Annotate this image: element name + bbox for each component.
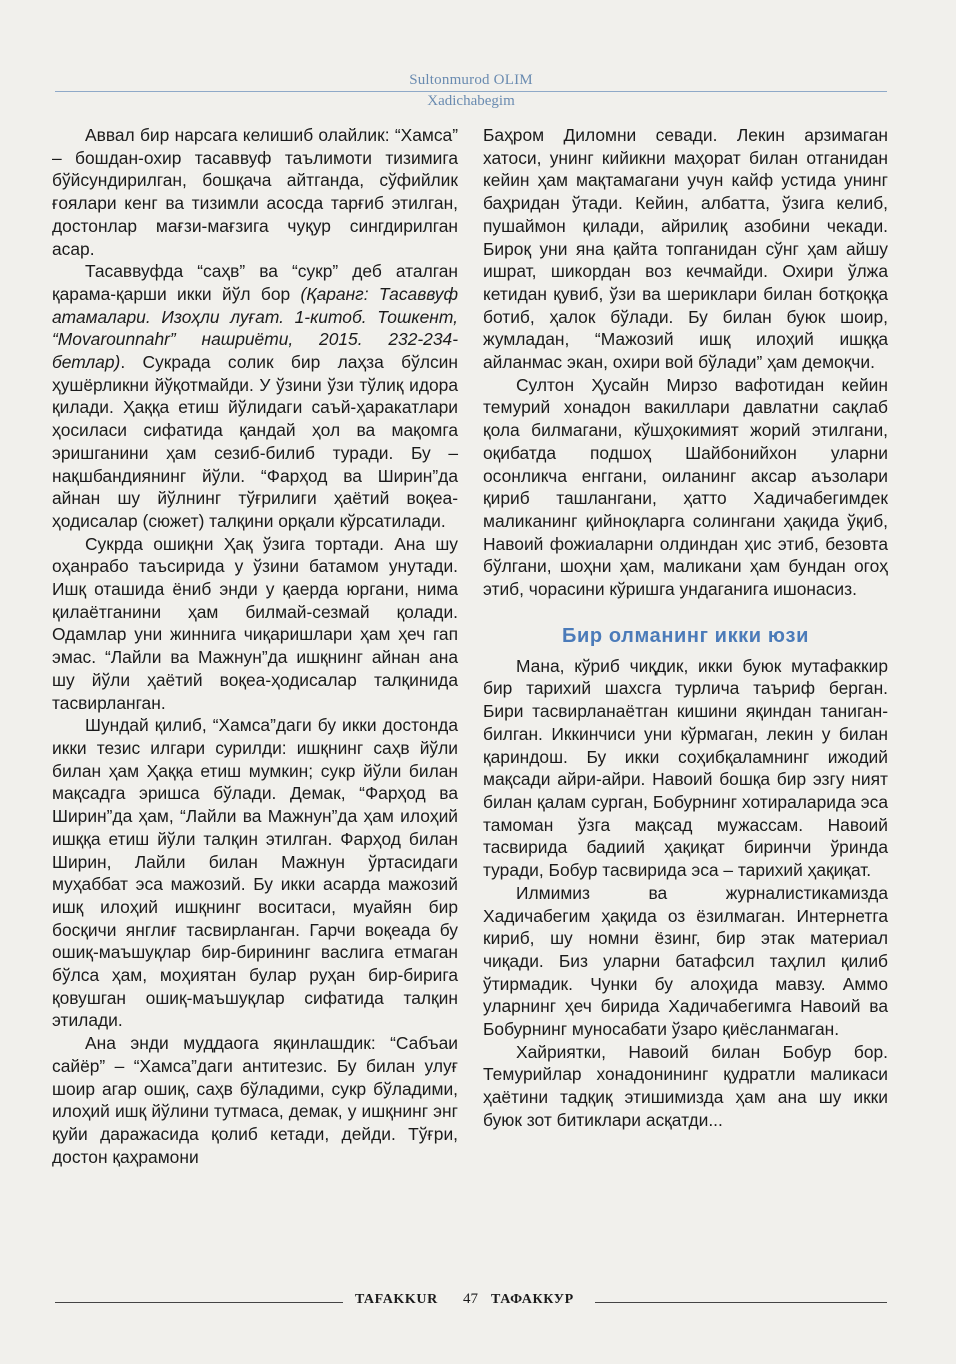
paragraph: Баҳром Диломни севади. Лекин арзимаган хатоси, унинг кийикни маҳорат билан отганидан кейин ҳам мақтамагани учун кайф устида унинг баҳридан ўтади. Кейин, албатта, ўзига келиб, пушаймон қилади, айрилиқ азобини чекади. Бироқ уни яна қайта топганидан сўнг ҳам айшу ишрат, шикордан воз кечмайди. Охири ўлжа кетидан қувиб, ўзи ва шериклари билан ботқоққа ботиб, ҳалок бўлади. Бу билан буюк шоир, жумладан, “Мажозий ишқ илоҳий ишққа айланмас экан, охири вой бўлади” ҳам демоқчи.	[483, 125, 888, 373]
page-footer	[55, 1290, 887, 1314]
paragraph: Мана, кўриб чиқдик, икки буюк мутафаккир бир тарихий шахсга турлича таъриф берган. Бири тасвирланаётган кишини яқиндан таниган-билган. Иккинчиси уни кўрмаган, лекин у билан қариндош. Бу икки соҳибқаламнинг ижодий мақсади айри-айри. Навоий бошқа бир эзгу ният билан қалам сурган, Бобурнинг хотираларида эса тамоман ўзга мақсад мужассам. Навоий тасвирида бадиий ҳақиқат биринчи ўринда туради, Бобур тасвирида эса – тарихий ҳақиқат.	[483, 655, 888, 881]
paragraph: Ана энди муддаога яқинлашдик: “Сабъаи сайёр” – “Хамса”даги антитезис. Бу билан улуғ шоир агар ошиқ, саҳв бўладими, сукр бўладими, илоҳий ишқ йўлини тутмаса, демак, у ишқнинг энг қуйи даражасида қолиб кетади, дейди. Тўғри, достон қаҳрамони	[52, 1033, 458, 1167]
page-number: 47	[463, 1291, 478, 1307]
left-column	[52, 124, 458, 1168]
magazine-name-latin: TAFAKKUR	[355, 1292, 438, 1307]
header-author: Sultonmurod OLIM	[409, 72, 533, 88]
paragraph: Илмимиз ва журналистикамизда Хадичабегим ҳақида оз ёзилмаган. Интернетга кириб, шу номни ёзинг, бир этак материал чиқади. Биз уларни батафсил таҳлил қилиб ўтирмадик. Чунки бу алоҳида мавзу. Аммо уларнинг ҳеч бирида Хадичабегимга Навоий ва Бобурнинг муносабати ўзаро қиёсланмаган.	[483, 882, 888, 1040]
paragraph: Хайриятки, Навоий билан Бобур бор. Темурийлар хонадонининг қудратли маликаси ҳаётини тадқиқ этишимизда ҳам ана шу икки буюк зот битиклари асқатди...	[483, 1041, 888, 1130]
paragraph: Сукрда ошиқни Ҳақ ўзига тортади. Ана шу оҳанрабо таъсирида у ўзини батамом унутади. Ишқ оташида ёниб энди у қаерда юргани, нима қилаётганини ҳам билмай-сезмай қолади. Одамлар уни жиннига чиқаришлари ҳам ҳеч гап эмас. “Лайли ва Мажнун”да ишқнинг айнан ана шу йўли ҳаётий воқеа-ҳодисалар талқинида тасвирланган.	[52, 533, 458, 713]
magazine-name-cyrillic: ТАФАККУР	[491, 1292, 574, 1307]
right-column	[483, 124, 888, 1132]
footer-rule-right	[595, 1302, 887, 1303]
paragraph-text: Тасаввуфда “саҳв” ва “сукр” деб аталган қарама-қарши икки йўл бор	[52, 261, 458, 304]
running-header	[55, 72, 887, 112]
paragraph: Аввал бир нарсага келишиб олайлик: “Хамса” – бошдан-охир тасаввуф таълимоти тизимига бўйсундирилган, бошқача айтганда, сўфийлик ғоялари кенг ва тизимли асосда тарғиб этилган, достонлар мағзи-мағзига чуқур сингдирилган асар.	[52, 125, 458, 259]
header-title: Xadichabegim	[427, 93, 515, 109]
paragraph: Султон Ҳусайн Мирзо вафотидан кейин темурий хонадон вакиллари давлатни сақлаб қола билмагани, кўшҳокимият жорий этилгани, оқибатда подшоҳ Шайбонийхон уларни осонликча енггани, оиланинг аксар аъзолари қириб ташлангани, ҳатто Хадичабегимдек маликанинг қийноқларга солингани ҳақида ўқиб, Навоий фожиаларни олдиндан ҳис этиб, безовта бўлгани, шоҳни ҳам, маликани ҳам бундан огоҳ этиб, чорасини кўришга ундаганига ишонасиз.	[483, 374, 888, 600]
paragraph: Шундай қилиб, “Хамса”даги бу икки достонда икки тезис илгари сурилди: ишқнинг саҳв йўли билан ҳам Ҳаққа етиш мумкин; сукр йўли билан мақсадга эришса бўлади. Демак, “Фарҳод ва Ширин”да ҳам, “Лайли ва Мажнун”да ҳам илоҳий ишққа етиш йўли талқин этилган. Фарҳод билан Ширин, Лайли билан Мажнун ўртасидаги муҳаббат эса мажозий. Бу икки асарда мажозий ишқ илоҳий ишқнинг воситаси, муайян бир босқичи янглиғ тасвирланган. Гарчи воқеада бу ошиқ-маъшуқлар бир-бирининг васлига етмаган бўлса ҳам, моҳиятан булар руҳан бир-бирига қовушган ошиқ-маъшуқлар сифатида талқин этилади.	[52, 715, 458, 1031]
section-title: Бир олманинг икки юзи	[562, 624, 809, 647]
paragraph	[52, 260, 458, 532]
citation: (Қаранг: Тасаввуф атамалари. Изоҳли луғат. 1-китоб. Тошкент, “Movarounnahr” нашриёти, 2015. 232-234-бетлар)	[52, 283, 459, 373]
header-rule	[55, 91, 887, 92]
footer-rule-left	[55, 1302, 343, 1303]
paragraph-text: . Сукрада солик бир лаҳза бўлсин ҳушёрликни йўқотмайди. У ўзини ўзи тўлиқ идора қилади. Ҳаққа етиш йўлидаги саъй-ҳаракатлари ҳосиласи сифатида қандай ҳол ва мақомга эришганини ҳам сезиб-билиб туради. Бу – нақшбандиянинг йўли. “Фарҳод ва Ширин”да айнан шу йўлнинг тўғрилиги ҳаётий воқеа-ҳодисалар (сюжет) талқини орқали кўрсатилади.	[52, 352, 458, 531]
